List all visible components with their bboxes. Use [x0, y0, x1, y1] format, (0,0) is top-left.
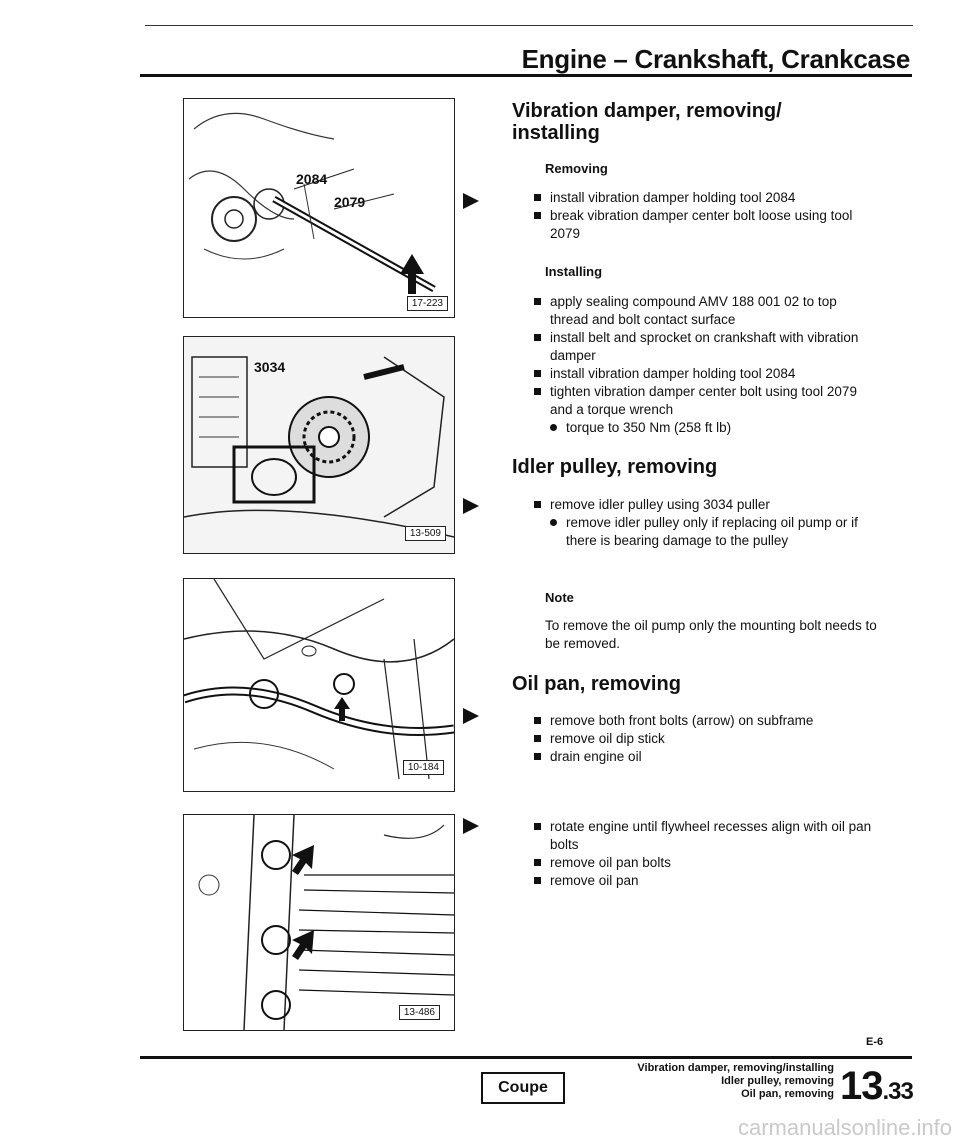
- header-rule: [140, 74, 912, 77]
- step: remove oil pan bolts: [532, 854, 877, 872]
- step: drain engine oil: [532, 748, 877, 766]
- step: break vibration damper center bolt loose using tool 2079: [532, 207, 877, 243]
- figure-subframe: [183, 578, 455, 792]
- top-rule: [145, 25, 913, 26]
- step: apply sealing compound AMV 188 001 02 to top thread and bolt contact surface: [532, 293, 877, 329]
- pointer-arrow-icon: [463, 498, 479, 514]
- heading-idler-pulley: Idler pulley, removing: [512, 456, 718, 478]
- step: install vibration damper holding tool 2084: [532, 189, 877, 207]
- step: tighten vibration damper center bolt using tool 2079 and a torque wrench: [532, 383, 877, 419]
- removing-steps: [532, 189, 877, 243]
- heading-oil-pan: Oil pan, removing: [512, 673, 681, 695]
- installing-steps: [532, 293, 877, 437]
- callout-2084: 2084: [296, 171, 328, 187]
- page-number: 13.33: [840, 1064, 913, 1108]
- footer-topic: Idler pulley, removing: [721, 1075, 834, 1087]
- footer-topic: Vibration damper, removing/installing: [637, 1062, 834, 1074]
- figure-code: 17-223: [407, 296, 448, 311]
- step: remove oil dip stick: [532, 730, 877, 748]
- oilpan-steps-a: [532, 712, 877, 766]
- figure-damper-tools: [183, 98, 455, 318]
- heading-vibration-damper: Vibration damper, removing/ installing: [512, 100, 782, 144]
- note-text: To remove the oil pump only the mounting bolt needs to be removed.: [545, 618, 877, 651]
- engine-illustration-4: [184, 815, 454, 1030]
- step: remove both front bolts (arrow) on subframe: [532, 712, 877, 730]
- oilpan-steps-b: [532, 818, 877, 890]
- footer-topics: [637, 1062, 834, 1101]
- footer-topic: Oil pan, removing: [741, 1088, 834, 1100]
- engine-illustration-2: [184, 337, 454, 553]
- page-title: Engine – Crankshaft, Crankcase: [521, 44, 910, 74]
- label-removing: Removing: [545, 161, 608, 176]
- step: remove idler pulley using 3034 puller: [532, 496, 877, 514]
- label-installing: Installing: [545, 264, 603, 279]
- engine-illustration-1: [184, 99, 454, 317]
- sub-step: remove idler pulley only if replacing oil pump or if there is bearing damage to the pulley: [532, 514, 877, 550]
- pointer-arrow-icon: [463, 818, 479, 834]
- figure-code: 13-509: [405, 526, 446, 541]
- pointer-arrow-icon: [463, 708, 479, 724]
- callout-3034: 3034: [254, 359, 286, 375]
- figure-code: 10-184: [403, 760, 444, 775]
- section-code: E-6: [866, 1036, 884, 1048]
- step: remove oil pan: [532, 872, 877, 890]
- step: rotate engine until flywheel recesses align with oil pan bolts: [532, 818, 877, 854]
- figure-idler-pulley: [183, 336, 455, 554]
- figure-code: 13-486: [399, 1005, 440, 1020]
- section-vibration-damper: [512, 100, 892, 144]
- model-badge: Coupe: [481, 1072, 565, 1104]
- section-oil-pan: [512, 673, 892, 695]
- callout-2079: 2079: [334, 194, 366, 210]
- label-note: Note: [545, 590, 574, 605]
- step: install vibration damper holding tool 2084: [532, 365, 877, 383]
- step: install belt and sprocket on crankshaft with vibration damper: [532, 329, 877, 365]
- section-idler-pulley: [512, 456, 892, 478]
- footer-rule: [140, 1056, 912, 1059]
- pointer-arrow-icon: [463, 193, 479, 209]
- watermark: carmanualsonline.info: [737, 1115, 952, 1140]
- figure-oil-pan: [183, 814, 455, 1031]
- torque-spec: torque to 350 Nm (258 ft lb): [532, 419, 877, 437]
- idler-steps: [532, 496, 877, 550]
